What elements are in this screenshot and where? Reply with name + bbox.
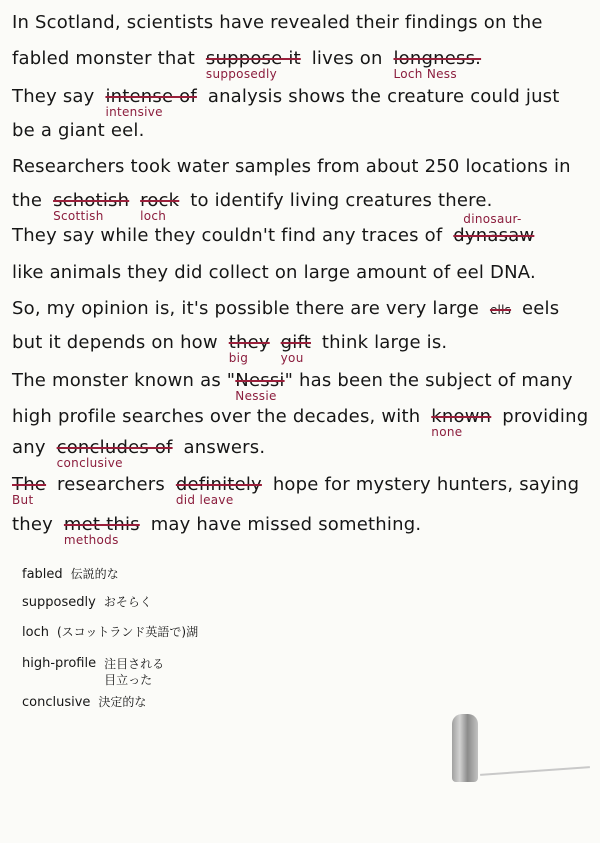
line-text: answers. <box>183 437 266 458</box>
line-text: high profile searches over the decades, with <box>12 406 421 427</box>
line-text: be a giant eel. <box>12 120 145 141</box>
line-text: the <box>12 190 43 211</box>
pencil-smudge <box>452 714 478 782</box>
essay-line-13 <box>12 437 592 470</box>
line-text: providing <box>502 406 589 427</box>
vocab-word: fabled <box>22 567 63 582</box>
struck-word: longness. <box>393 48 482 69</box>
essay-line-4 <box>12 120 592 142</box>
struck-word: gift <box>280 332 311 353</box>
correction: methods <box>63 533 119 547</box>
vocab-meaning: おそらく <box>103 595 152 609</box>
vocab-meaning: 注目される 目立った <box>104 657 165 687</box>
line-text: researchers <box>57 474 165 495</box>
vocab-entry <box>22 694 146 711</box>
struck-word: rock <box>140 190 180 211</box>
vocab-entry <box>22 656 164 688</box>
correction: Loch Ness <box>393 67 457 81</box>
vocab-word: conclusive <box>22 695 91 710</box>
line-text: to identify living creatures there. <box>190 190 493 211</box>
vocab-entry <box>22 566 119 583</box>
correction: Nessie <box>235 389 277 403</box>
line-text: but it depends on how <box>12 332 218 353</box>
correction: Scottish <box>53 209 104 223</box>
struck-word: dynasaw <box>453 225 535 246</box>
struck-word: definitely <box>175 474 262 495</box>
vocab-entry <box>22 594 152 611</box>
essay-line-12 <box>12 406 592 439</box>
correction: dinosaur- <box>463 212 522 226</box>
struck-word: they <box>228 332 270 353</box>
line-text: " has been the subject of many <box>284 370 573 391</box>
essay-line-3 <box>12 86 592 119</box>
struck-word: suppose it <box>205 48 301 69</box>
essay-line-9 <box>12 298 592 321</box>
struck-word: The <box>12 474 47 495</box>
correction: supposedly <box>205 67 278 81</box>
line-text: like animals they did collect on large amount of eel DNA. <box>12 262 536 283</box>
correction: intensive <box>105 105 163 119</box>
line-text: think large is. <box>321 332 448 353</box>
vocab-meaning: (スコットランド英語で)湖 <box>56 625 199 639</box>
line-text: hope for mystery hunters, saying <box>272 474 580 495</box>
pencil-mark <box>480 766 590 776</box>
line-text: lives on <box>311 48 383 69</box>
correction: But <box>12 493 34 507</box>
line-text: Researchers took water samples from about 250 locations in <box>12 156 571 177</box>
correction: none <box>431 425 463 439</box>
essay-line-14 <box>12 474 592 507</box>
vocab-entry <box>22 624 198 641</box>
struck-word: schotish <box>53 190 130 211</box>
essay-line-1 <box>12 12 592 34</box>
line-text: any <box>12 437 46 458</box>
vocab-meaning: 伝説的な <box>70 567 119 581</box>
vocab-word: supposedly <box>22 595 96 610</box>
line-text: They say <box>12 86 95 107</box>
essay-line-11 <box>12 370 592 403</box>
correction: big <box>228 351 249 365</box>
essay-line-2 <box>12 48 592 81</box>
essay-line-10 <box>12 332 592 365</box>
line-text: In Scotland, scientists have revealed their findings on the <box>12 12 543 33</box>
essay-line-8 <box>12 262 592 284</box>
correction: loch <box>140 209 167 223</box>
correction: did leave <box>175 493 234 507</box>
struck-word: concludes of <box>56 437 173 458</box>
line-text: The monster known as " <box>12 370 236 391</box>
line-text: fabled monster that <box>12 48 195 69</box>
essay-line-5 <box>12 156 592 178</box>
correction: conclusive <box>56 456 123 470</box>
struck-word: intense of <box>105 86 197 107</box>
vocab-word: loch <box>22 625 49 640</box>
line-text: may have missed something. <box>150 514 422 535</box>
correction: you <box>280 351 304 365</box>
struck-word: ells <box>489 303 512 317</box>
line-text: They say while they couldn't find any traces of <box>12 225 443 246</box>
line-text: they <box>12 514 53 535</box>
struck-word: Nessi <box>235 370 285 391</box>
essay-line-15 <box>12 514 592 547</box>
vocab-meaning: 決定的な <box>98 695 147 709</box>
vocab-word: high-profile <box>22 656 97 671</box>
struck-word: known <box>431 406 492 427</box>
line-text: eels <box>521 298 560 319</box>
struck-word: met this <box>63 514 140 535</box>
line-text: So, my opinion is, it's possible there are very large <box>12 298 480 319</box>
line-text: analysis shows the creature could just <box>207 86 560 107</box>
